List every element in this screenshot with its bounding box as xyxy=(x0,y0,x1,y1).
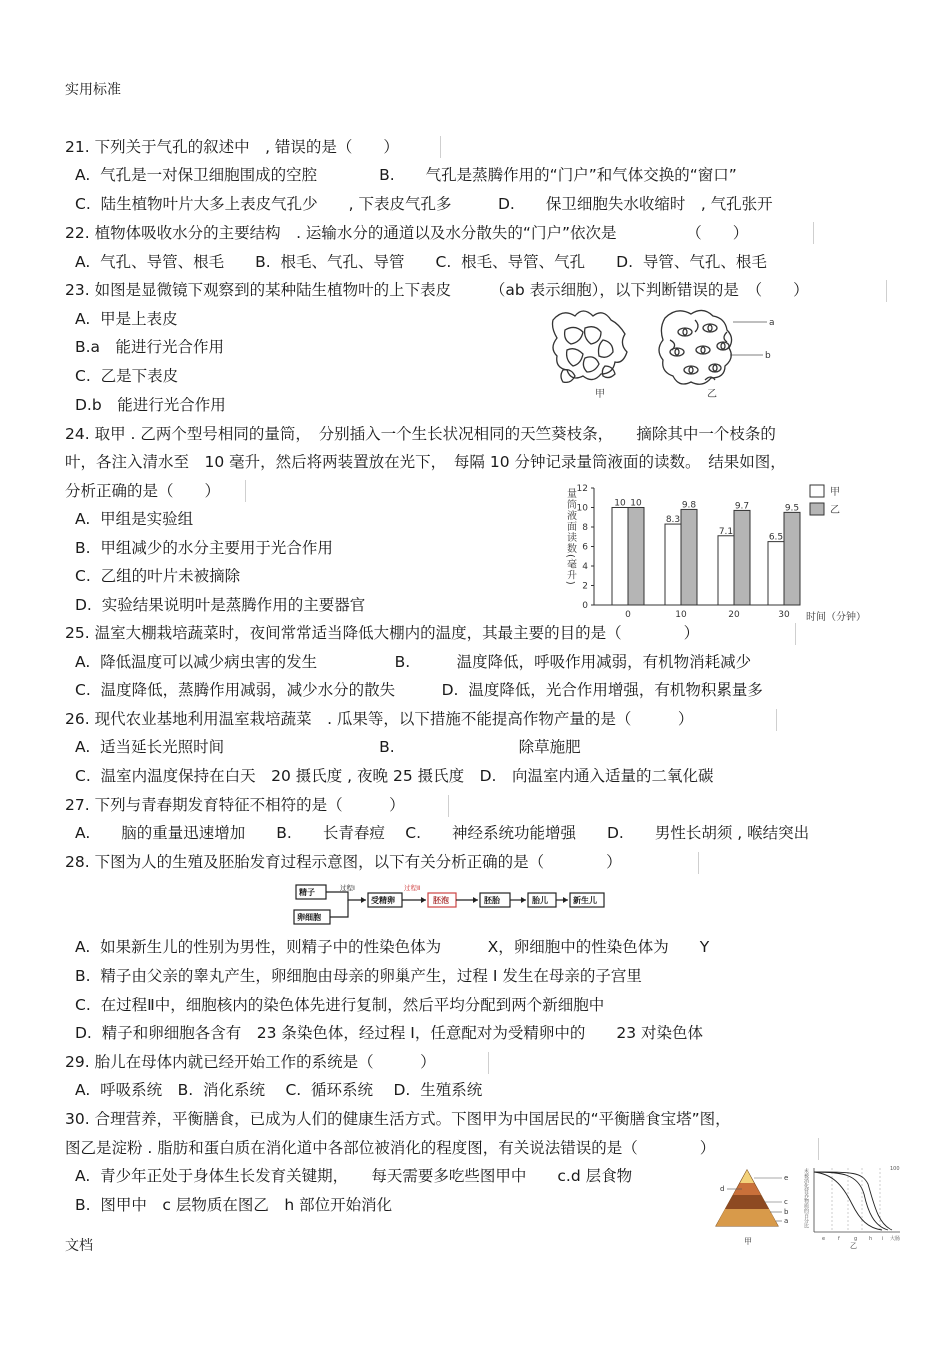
text-line: 23. 如图是显微镜下观察到的某种陆生植物叶的上下表皮 （ab 表示细胞），以下判断错误的是 （ ） xyxy=(65,281,809,299)
bar-jia xyxy=(665,524,681,605)
bar-yi xyxy=(628,508,644,606)
legend-swatch-jia xyxy=(810,485,824,497)
text-line: 图乙是淀粉 . 脂肪和蛋白质在消化道中各部位被消化的程度图，有关说法错误的是（ ） xyxy=(65,1139,716,1157)
food-pyramid-figure xyxy=(712,1166,798,1248)
y-tick-label: 8 xyxy=(582,523,588,533)
text-line: A. 如果新生儿的性别为男性，则精子中的性染色体为 X，卵细胞中的性染色体为 Y xyxy=(75,938,710,956)
digestion-xtick: e xyxy=(822,1236,826,1242)
bracket-bar xyxy=(813,222,814,244)
bar-jia xyxy=(718,536,734,605)
bar-value-label: 6.5 xyxy=(768,532,784,543)
bracket-bar xyxy=(776,709,777,731)
text-line: 22. 植物体吸收水分的主要结构 . 运输水分的通道以及水分散失的“门户”依次是 （ ） xyxy=(65,224,749,242)
bracket-bar xyxy=(698,852,699,874)
bar-yi xyxy=(734,510,750,605)
node-label-blastocyst: 胚泡 xyxy=(433,896,449,905)
upper-epidermis-cells xyxy=(553,311,628,382)
legend-label-jia: 甲 xyxy=(830,487,840,498)
pyramid-layer-b: b xyxy=(784,1208,789,1216)
bar-value-label: 9.8 xyxy=(681,500,697,511)
text-line: 28. 下图为人的生殖及胚胎发育过程示意图，以下有关分析正确的是（ ） xyxy=(65,853,622,871)
x-tick-label: 30 xyxy=(778,610,790,620)
node-label-embryo: 胚胎 xyxy=(484,896,500,905)
bar-value-label: 9.7 xyxy=(734,501,750,512)
text-line: C. 温室内温度保持在白天 20 摄氏度 , 夜晚 25 摄氏度 D. 向温室内通入适量的二氧化碳 xyxy=(75,767,714,785)
digestion-xtick: h xyxy=(869,1236,873,1242)
chart-legend xyxy=(810,485,840,516)
digestion-xtick: 大肠 xyxy=(890,1236,901,1242)
digestion-ytick: 100 xyxy=(890,1166,900,1172)
pyramid-layer-e: e xyxy=(784,1174,789,1182)
bar-value-label: 8.3 xyxy=(665,515,681,526)
text-line: B.a 能进行光合作用 xyxy=(75,338,225,356)
text-line: A. 适当延长光照时间 B. 除草施肥 xyxy=(75,738,581,756)
node-label-sperm: 精子 xyxy=(299,888,315,897)
text-line: A. 脑的重量迅速增加 B. 长青春痘 C. 神经系统功能增强 D. 男性长胡须 , 喉结突出 xyxy=(75,824,810,842)
bracket-bar xyxy=(245,480,246,502)
pyramid-label: 甲 xyxy=(744,1237,752,1246)
text-line: A. 气孔、导管、根毛 B. 根毛、气孔、导管 C. 根毛、导管、气孔 D. 导管、气孔、根毛 xyxy=(75,253,767,271)
node-label-newborn: 新生儿 xyxy=(573,896,597,905)
page-footer: 文档 xyxy=(65,1238,93,1254)
bar-value-label: 10 xyxy=(630,498,642,509)
bar-value-label: 7.1 xyxy=(718,526,734,537)
text-line: 27. 下列与青春期发育特征不相符的是（ ） xyxy=(65,796,405,814)
digestion-xtick: f xyxy=(838,1236,840,1242)
y-tick-label: 6 xyxy=(582,542,588,553)
bracket-bar xyxy=(440,136,441,158)
lower-epidermis-cells xyxy=(659,310,732,384)
text-line: 分析正确的是（ ） xyxy=(65,482,221,500)
node-label-zygote: 受精卵 xyxy=(371,896,395,905)
text-line: C. 陆生植物叶片大多上表皮气孔少 , 下表皮气孔多 D. 保卫细胞失水收缩时 , 气孔张开 xyxy=(75,195,773,213)
bracket-bar xyxy=(488,1052,489,1074)
bar-jia xyxy=(768,542,784,605)
y-tick-label: 2 xyxy=(582,581,588,592)
text-line: C. 温度降低，蒸腾作用减弱，减少水分的散失 D. 温度降低，光合作用增强，有机物积累量多 xyxy=(75,681,763,699)
label-a: a xyxy=(769,318,775,328)
text-line: A. 甲是上表皮 xyxy=(75,310,178,328)
bracket-bar xyxy=(448,795,449,817)
y-tick-label: 4 xyxy=(582,562,588,572)
process2-label: 过程Ⅱ xyxy=(404,884,421,892)
y-tick-label: 0 xyxy=(582,601,588,611)
x-tick-label: 20 xyxy=(728,610,740,620)
digestion-xtick: g xyxy=(854,1236,858,1242)
digestion-xtick: i xyxy=(882,1236,884,1242)
text-line: A. 降低温度可以减少病虫害的发生 B. 温度降低，呼吸作用减弱，有机物消耗减少 xyxy=(75,653,752,671)
text-line: 24. 取甲 . 乙两个型号相同的量筒， 分别插入一个生长状况相同的天竺葵枝条， 摘除其中一个枝条的 xyxy=(65,425,776,443)
bar-value-label: 10 xyxy=(614,498,626,509)
label-yi: 乙 xyxy=(707,389,717,400)
y-tick-label: 12 xyxy=(576,484,588,494)
text-line: A. 甲组是实验组 xyxy=(75,510,194,528)
text-line: 30. 合理营养，平衡膳食，已成为人们的健康生活方式。下图甲为中国居民的“平衡膳食宝塔”图， xyxy=(65,1110,731,1128)
bar-yi xyxy=(681,509,697,605)
y-tick-label: 10 xyxy=(576,503,588,514)
text-line: C. 在过程Ⅱ中，细胞核内的染色体先进行复制，然后平均分配到两个新细胞中 xyxy=(75,996,605,1014)
label-jia: 甲 xyxy=(595,389,605,400)
text-line: 叶，各注入清水至 10 毫升，然后将两装置放在光下， 每隔 10 分钟记录量筒液面的读数。 结果如图， xyxy=(65,453,786,471)
bracket-bar xyxy=(886,280,887,302)
legend-label-yi: 乙 xyxy=(830,505,840,516)
text-line: C. 乙组的叶片未被摘除 xyxy=(75,567,241,585)
process1-label: 过程Ⅰ xyxy=(340,884,355,892)
legend-swatch-yi xyxy=(810,503,824,515)
text-line: B. 精子由父亲的睾丸产生，卵细胞由母亲的卵巢产生，过程 I 发生在母亲的子宫里 xyxy=(75,967,642,985)
text-line: D. 精子和卵细胞各含有 23 条染色体，经过程 I，任意配对为受精卵中的 23 对染色体 xyxy=(75,1024,704,1042)
text-line: D.b 能进行光合作用 xyxy=(75,396,226,414)
label-b: b xyxy=(765,351,771,361)
text-line: B. 图甲中 c 层物质在图乙 h 部位开始消化 xyxy=(75,1196,393,1214)
text-line: 21. 下列关于气孔的叙述中 , 错误的是（ ） xyxy=(65,138,399,156)
digestion-ylabel: 未被消化营养物质的百分比 xyxy=(803,1168,809,1228)
water-level-bar-chart xyxy=(560,478,890,628)
node-label-egg: 卵细胞 xyxy=(297,913,321,922)
pyramid-layer-c: c xyxy=(784,1198,788,1206)
text-line: C. 乙是下表皮 xyxy=(75,367,179,385)
x-tick-label: 10 xyxy=(675,610,687,620)
text-line: A. 呼吸系统 B. 消化系统 C. 循环系统 D. 生殖系统 xyxy=(75,1081,483,1099)
pyramid-layer-d: d xyxy=(720,1185,725,1193)
page-header: 实用标准 xyxy=(65,82,121,98)
text-line: 26. 现代农业基地利用温室栽培蔬菜 . 瓜果等，以下措施不能提高作物产量的是（ ） xyxy=(65,710,694,728)
text-line: 29. 胎儿在母体内就已经开始工作的系统是（ ） xyxy=(65,1053,436,1071)
text-line: D. 实验结果说明叶是蒸腾作用的主要器官 xyxy=(75,596,366,614)
bar-value-label: 9.5 xyxy=(784,503,800,514)
pyramid-layer-a: a xyxy=(784,1217,789,1225)
text-line: 25. 温室大棚栽培蔬菜时，夜间常常适当降低大棚内的温度，其最主要的目的是（ ） xyxy=(65,624,700,642)
reproduction-flow-diagram xyxy=(290,882,610,928)
leaf-epidermis-figure xyxy=(545,300,795,400)
node-label-fetus: 胎儿 xyxy=(532,896,548,905)
text-line: A. 气孔是一对保卫细胞围成的空腔 B. 气孔是蒸腾作用的“门户”和气体交换的“窗口” xyxy=(75,166,737,184)
digestion-curve-figure xyxy=(802,1164,906,1250)
text-line: B. 甲组减少的水分主要用于光合作用 xyxy=(75,539,333,557)
text-line: A. 青少年正处于身体生长发育关键期， 每天需要多吃些图甲中 c.d 层食物 xyxy=(75,1167,633,1185)
bar-jia xyxy=(612,508,628,606)
bracket-bar xyxy=(818,1138,819,1160)
chart-xlabel: 时间（分钟） xyxy=(806,612,866,623)
x-tick-label: 0 xyxy=(625,610,631,620)
chart-ylabel: 量筒液面读数(毫升) xyxy=(564,488,576,586)
bar-yi xyxy=(784,512,800,605)
digestion-label: 乙 xyxy=(850,1242,857,1250)
